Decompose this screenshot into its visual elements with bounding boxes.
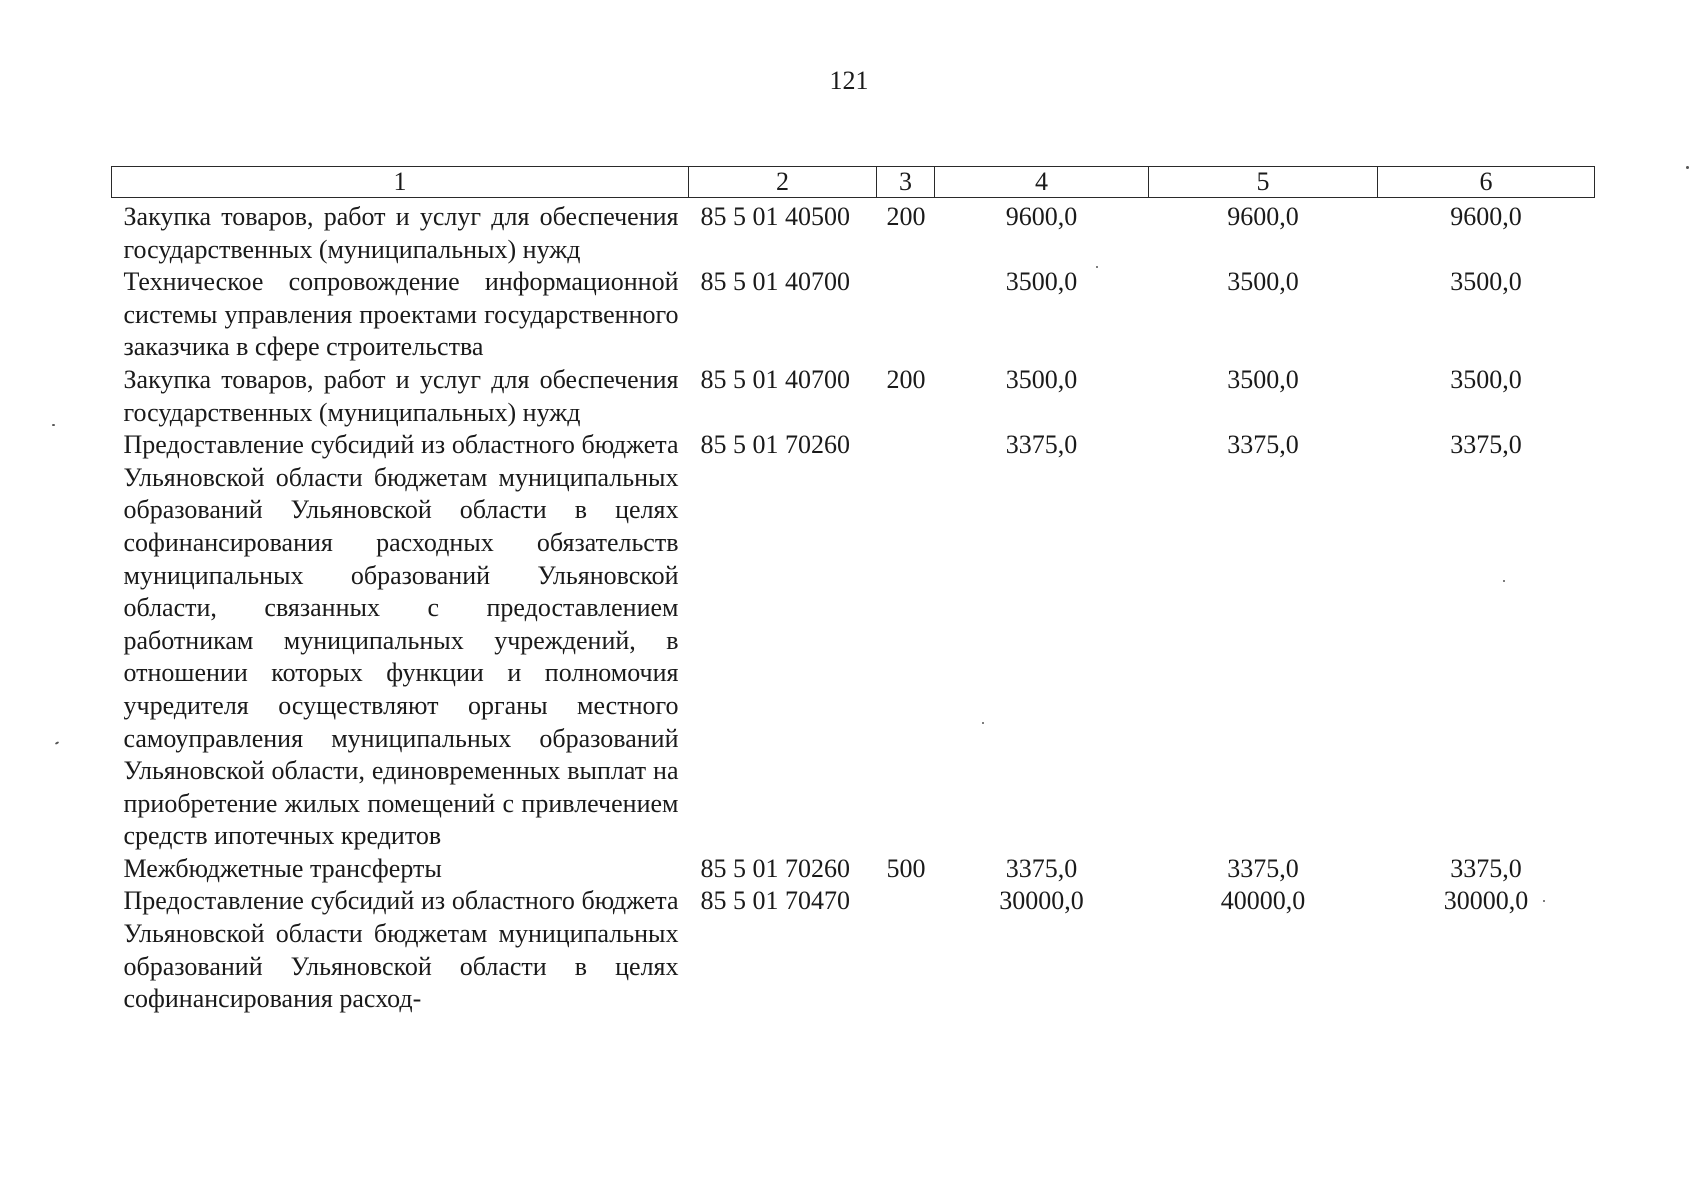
table-row	[112, 198, 1595, 267]
row-value-5: 3375,0	[1227, 853, 1299, 883]
budget-table	[111, 166, 1595, 1016]
row-expense-type	[877, 429, 935, 853]
table-row	[112, 853, 1595, 886]
row-value-6: 3500,0	[1450, 364, 1522, 394]
table-row	[112, 885, 1595, 1015]
header-col-4: 4	[935, 167, 1149, 198]
row-name: Межбюджетные трансферты	[123, 853, 442, 883]
table-body	[112, 198, 1595, 1016]
scan-speck	[1096, 266, 1098, 268]
row-value-6: 3500,0	[1450, 267, 1522, 297]
scan-speck	[982, 722, 984, 724]
row-value-5: 9600,0	[1227, 202, 1299, 231]
header-col-3: 3	[877, 167, 935, 198]
row-value-5: 40000,0	[1220, 886, 1306, 916]
row-code: 85 5 01 70260	[700, 853, 850, 883]
row-code: 85 5 01 40700	[700, 364, 850, 394]
scan-speck	[1543, 900, 1545, 902]
row-expense-type	[877, 885, 935, 1015]
scan-speck	[55, 741, 59, 745]
page-number: 121	[829, 66, 869, 95]
row-value-4: 3375,0	[1005, 853, 1078, 883]
row-name: Техническое сопровождение информационной системы управления проектами государственного заказчика в сфере строительства	[123, 267, 679, 362]
header-col-2: 2	[689, 167, 877, 198]
header-col-6: 6	[1378, 167, 1595, 198]
row-expense-type: 200	[886, 364, 926, 394]
row-code: 85 5 01 70470	[700, 886, 850, 916]
row-name: Закупка товаров, работ и услуг для обеспечения государственных (муниципальных) нужд	[123, 364, 679, 427]
row-value-4: 30000,0	[999, 886, 1084, 916]
row-value-5: 3500,0	[1227, 267, 1299, 297]
row-code: 85 5 01 40500	[700, 202, 850, 231]
row-value-5: 3375,0	[1227, 430, 1299, 460]
row-name: Предоставление субсидий из областного бюджета Ульяновской области бюджетам муниципальных образований Ульяновской области в целях софинансирования расход-	[123, 886, 679, 1014]
row-code: 85 5 01 70260	[700, 430, 850, 460]
table-row	[112, 364, 1595, 429]
header-col-1: 1	[112, 167, 689, 198]
row-name: Предоставление субсидий из областного бюджета Ульяновской области бюджетам муниципальных образований Ульяновской области в целях софинансирования расходных обязательств муниципальных образований Ульяновской области, связанных с предоставлением работникам муниципальных учреждений, в отношении которых функции и полномочия учредителя осуществляют органы местного самоуправления муниципальных образований Ульяновской области, единовременных выплат на приобретение жилых помещений с привлечением средств ипотечных кредитов	[123, 430, 679, 851]
row-expense-type	[877, 266, 935, 364]
row-expense-type: 200	[886, 202, 926, 231]
scan-speck	[52, 424, 55, 426]
row-code: 85 5 01 40700	[700, 267, 850, 297]
row-value-4: 9600,0	[1005, 202, 1078, 231]
row-value-4: 3375,0	[1005, 430, 1078, 460]
table-row	[112, 266, 1595, 364]
scan-speck	[1503, 580, 1505, 582]
row-value-6: 9600,0	[1450, 202, 1522, 231]
row-name: Закупка товаров, работ и услуг для обеспечения государственных (муниципальных) нужд	[123, 202, 679, 264]
row-value-6: 3375,0	[1450, 853, 1522, 883]
scan-speck	[1686, 166, 1689, 169]
header-row	[112, 167, 1595, 198]
row-value-4: 3500,0	[1005, 267, 1078, 297]
row-value-5: 3500,0	[1227, 364, 1299, 394]
table-header	[112, 167, 1595, 198]
table-row	[112, 429, 1595, 853]
row-value-4: 3500,0	[1005, 364, 1078, 394]
row-value-6: 3375,0	[1450, 430, 1522, 460]
header-col-5: 5	[1149, 167, 1378, 198]
row-value-6: 30000,0	[1443, 886, 1529, 916]
row-expense-type: 500	[886, 853, 926, 883]
